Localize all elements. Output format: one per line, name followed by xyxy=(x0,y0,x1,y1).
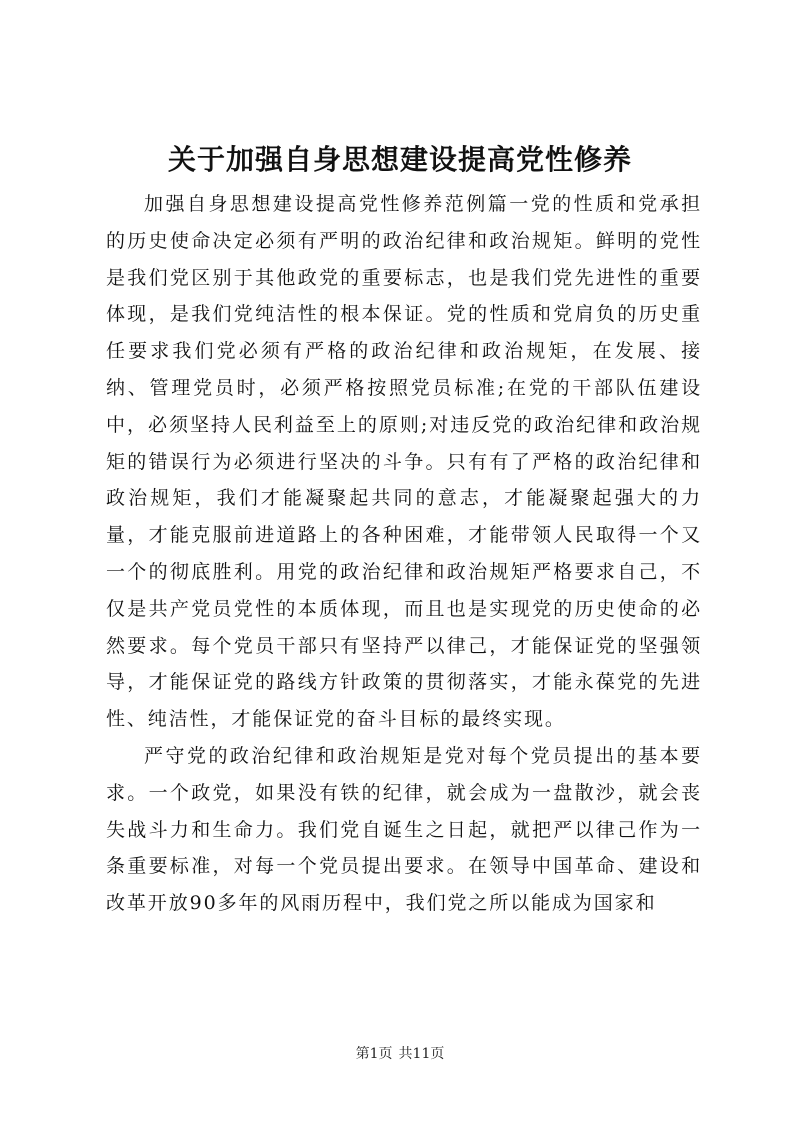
paragraph-1: 加强自身思想建设提高党性修养范例篇一党的性质和党承担的历史使命决定必须有严明的政治纪律和政治规矩。鲜明的党性是我们党区别于其他政党的重要标志，也是我们党先进性的重要体现，是我们党纯洁性的根本保证。党的性质和党肩负的历史重任要求我们党必须有严格的政治纪律和政治规矩，在发展、接纳、管理党员时，必须严格按照党员标准;在党的干部队伍建设中，必须坚持人民利益至上的原则;对违反党的政治纪律和政治规矩的错误行为必须进行坚决的斗争。只有有了严格的政治纪律和政治规矩，我们才能凝聚起共同的意志，才能凝聚起强大的力量，才能克服前进道路上的各种困难，才能带领人民取得一个又一个的彻底胜利。用党的政治纪律和政治规矩严格要求自己，不仅是共产党员党性的本质体现，而且也是实现党的历史使命的必然要求。每个党员干部只有坚持严以律己，才能保证党的坚强领导，才能保证党的路线方针政策的贯彻落实，才能永葆党的先进性、纯洁性，才能保证党的奋斗目标的最终实现。 xyxy=(106,193,702,731)
page-footer xyxy=(0,1044,800,1064)
document-body xyxy=(106,186,702,922)
page-total: 共11页 xyxy=(398,1046,445,1062)
document-title: 关于加强自身思想建设提高党性修养 xyxy=(167,143,632,176)
page-number: 第1页 xyxy=(355,1046,393,1062)
paragraph-2: 严守党的政治纪律和政治规矩是党对每个党员提出的基本要求。一个政党，如果没有铁的纪律，就会成为一盘散沙，就会丧失战斗力和生命力。我们党自诞生之日起，就把严以律己作为一条重要标准，对每一个党员提出要求。在领导中国革命、建设和改革开放90多年的风雨历程中，我们党之所以能成为国家和 xyxy=(106,744,702,915)
